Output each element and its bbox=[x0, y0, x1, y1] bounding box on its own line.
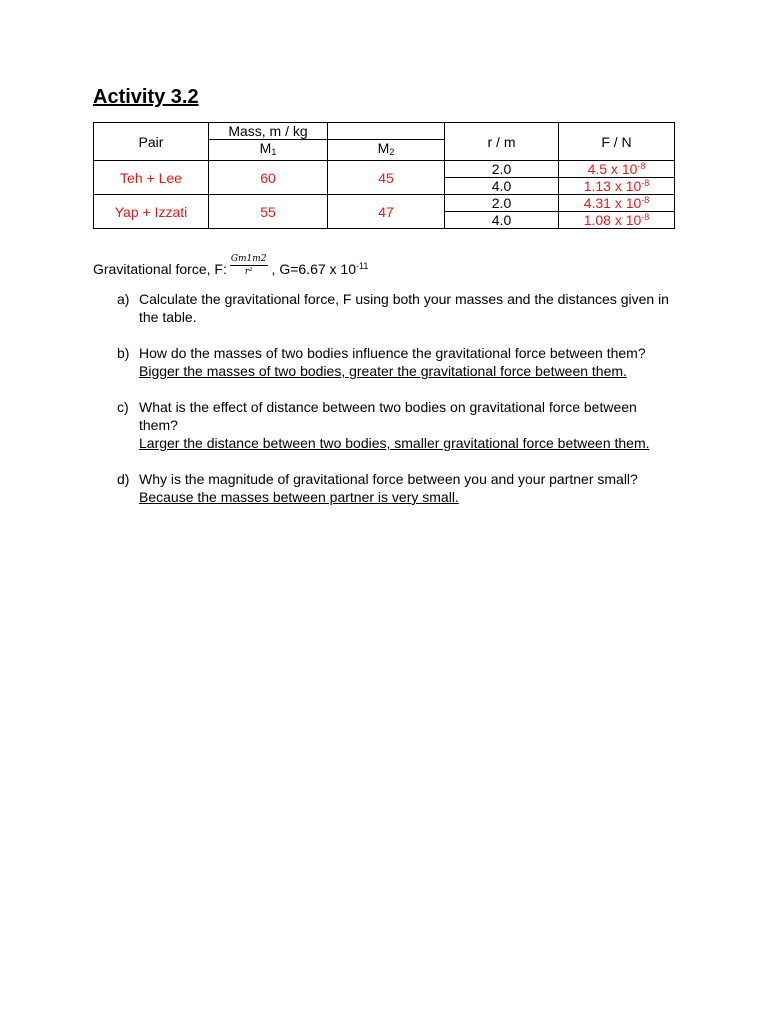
table-row bbox=[94, 161, 675, 178]
table-header-row bbox=[94, 123, 675, 140]
pair-cell: Yap + Izzati bbox=[94, 195, 209, 229]
mass-header-cell-empty bbox=[328, 123, 445, 140]
formula-prefix: Gravitational force, F: bbox=[93, 260, 227, 277]
question-item bbox=[117, 398, 677, 452]
question-label: c) bbox=[117, 399, 129, 415]
activity-title: Activity 3.2 bbox=[93, 86, 199, 108]
pair-header: Pair bbox=[94, 123, 209, 161]
f-cell: 4.31 x $10^{-8}$ bbox=[559, 195, 675, 212]
question-text: Why is the magnitude of gravitational force between you and your partner small? bbox=[139, 471, 638, 487]
gravitational-force-formula bbox=[93, 254, 369, 280]
r-cell: 4.0 bbox=[445, 212, 559, 229]
r-cell: 2.0 bbox=[445, 195, 559, 212]
formula-numerator: Gm1m2 bbox=[230, 254, 267, 264]
m2-header: $M_2$ bbox=[328, 140, 445, 161]
r-cell: 2.0 bbox=[445, 161, 559, 178]
r-cell: 4.0 bbox=[445, 178, 559, 195]
answer-text: Because the masses between partner is very small. bbox=[139, 489, 459, 505]
question-item bbox=[117, 470, 677, 506]
gravitation-data-table bbox=[93, 122, 675, 229]
question-item bbox=[117, 344, 677, 380]
question-label: b) bbox=[117, 345, 130, 361]
formula-denominator: r² bbox=[244, 267, 253, 277]
question-text: Calculate the gravitational force, F using both your masses and the distances given in the table. bbox=[139, 291, 669, 325]
question-item bbox=[117, 290, 677, 326]
question-list bbox=[117, 290, 677, 524]
f-header: F / N bbox=[559, 123, 675, 161]
question-text: What is the effect of distance between two bodies on gravitational force between them? bbox=[139, 399, 637, 433]
formula-fraction bbox=[230, 254, 268, 277]
r-header: r / m bbox=[445, 123, 559, 161]
m2-cell: 45 bbox=[328, 161, 445, 195]
question-label: a) bbox=[117, 291, 130, 307]
question-label: d) bbox=[117, 471, 130, 487]
table-row bbox=[94, 195, 675, 212]
answer-text: Larger the distance between two bodies, smaller gravitational force between them. bbox=[139, 435, 650, 451]
pair-cell: Teh + Lee bbox=[94, 161, 209, 195]
m2-cell: 47 bbox=[328, 195, 445, 229]
m1-cell: 55 bbox=[209, 195, 328, 229]
gravitational-constant: , G=6.67 x $10^{-11}$ bbox=[271, 260, 369, 277]
f-cell: 4.5 x $10^{-8}$ bbox=[559, 161, 675, 178]
mass-header: Mass, m / kg bbox=[209, 123, 328, 140]
answer-text: Bigger the masses of two bodies, greater the gravitational force between them. bbox=[139, 363, 627, 379]
f-cell: 1.08 x $10^{-8}$ bbox=[559, 212, 675, 229]
question-text: How do the masses of two bodies influence the gravitational force between them? bbox=[139, 345, 646, 361]
f-cell: 1.13 x $10^{-8}$ bbox=[559, 178, 675, 195]
m1-header: $M_1$ bbox=[209, 140, 328, 161]
m1-cell: 60 bbox=[209, 161, 328, 195]
